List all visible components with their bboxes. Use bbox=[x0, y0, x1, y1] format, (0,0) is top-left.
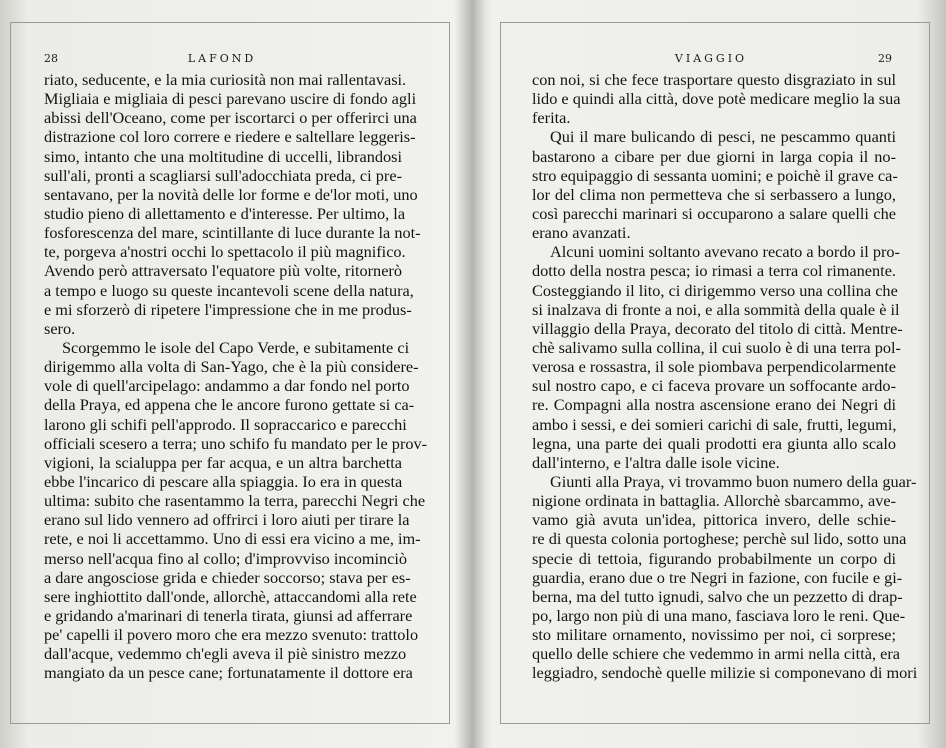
text-line: ebbe l'incarico di pescare alla spiaggia. Io era in questa bbox=[44, 471, 403, 491]
text-line: te, porgeva a'nostri occhi lo spettacolo il più magnifico. bbox=[44, 242, 406, 262]
text-line: riato, seducente, e la mia curiosità non mai rallentavasi. bbox=[44, 70, 407, 89]
text-line: mangiato da un pesce cane; fortunatamente il dottore era bbox=[44, 663, 413, 683]
left-page bbox=[0, 0, 470, 748]
text-line: specie di tettoia, figurando probabilmente un corpo di bbox=[532, 548, 896, 568]
text-line: e mi sforzerò di ripetere l'impressione che in me produs- bbox=[44, 299, 412, 319]
right-page bbox=[478, 0, 946, 748]
text-line: così parecchi marinari si occuparono a salare quelli che bbox=[532, 203, 896, 223]
text-line: ferita. bbox=[532, 108, 571, 128]
text-line: Migliaia e migliaia di pesci parevano uscire di fondo agli bbox=[44, 89, 417, 109]
text-line: sero. bbox=[44, 318, 76, 338]
text-line: Avendo però attraversato l'equatore più volte, ritornerò bbox=[44, 261, 402, 281]
text-line: chè salivamo sulla collina, il cui suolo è di una terra pol- bbox=[532, 337, 901, 357]
text-line: rete, e noi li accettammo. Uno di essi era vicino a me, im- bbox=[44, 529, 421, 549]
text-line: Costeggiando il lito, ci dirigemmo verso una collina che bbox=[532, 280, 898, 300]
text-line: po, largo non più di una mano, fasciava loro le reni. Que- bbox=[532, 605, 906, 625]
text-line: Qui il mare bulicando di pesci, ne pescammo quanti bbox=[550, 127, 896, 147]
text-line: ultima: subito che rasentammo la terra, parecchi Negri che bbox=[44, 491, 426, 511]
text-line: legna, una parte dei quali prodotti era giunta allo scalo bbox=[532, 433, 896, 453]
text-line: lido e quindi alla città, dove potè medicare meglio la sua bbox=[532, 89, 901, 109]
text-line: villaggio della Praya, decorato del titolo di città. Mentre- bbox=[532, 318, 903, 338]
text-line: a dare angosciose grida e chieder soccorso; stava per es- bbox=[44, 567, 411, 587]
text-line: nigione ordinata in battaglia. Allorchè sbarcammo, ave- bbox=[532, 491, 896, 511]
text-line: abissi dell'Oceano, come per iscortarci o per offerirci una bbox=[44, 108, 417, 128]
text-line: merso nell'acqua fino al collo; d'improvviso incominciò bbox=[44, 548, 408, 568]
text-line: leggiadro, sendochè quelle milizie si componevano di mori bbox=[532, 663, 918, 683]
text-line: dirigemmo alla volta di San-Yago, che è la più considere- bbox=[44, 357, 419, 377]
text-line: sto militare ornamento, novissimo per noi, ci sorprese; bbox=[532, 625, 896, 645]
text-line: sere inghiottito dall'onde, allorchè, attaccandomi alla rete bbox=[44, 586, 417, 606]
text-line: Alcuni uomini soltanto avevano recato a bordo il pro- bbox=[550, 242, 900, 262]
right-page-text bbox=[532, 70, 918, 683]
text-line: vigioni, la scialuppa per far acqua, e un altra barchetta bbox=[44, 452, 402, 472]
text-line: verosa e rossastra, il sole piombava perpendicolarmente bbox=[532, 357, 896, 377]
text-line: erano sul lido vennero ad offrirci i loro aiuti per tirare la bbox=[44, 510, 410, 530]
text-line: della Praya, ed appena che le ancore furono gettate si ca- bbox=[44, 395, 415, 415]
text-line: e gridando a'marinari di tenerla tirata, giunsi ad afferrare bbox=[44, 605, 413, 625]
text-line: distrazione col loro correre e riedere e saltellare leggeris- bbox=[44, 127, 416, 147]
text-line: dall'interno, e l'altra dalle isole vicine. bbox=[532, 452, 780, 472]
text-line: quello delle schiere che vedemmo in armi nella città, era bbox=[532, 644, 900, 664]
text-line: re. Compagni alla nostra ascensione erano dei Negri di bbox=[532, 395, 896, 415]
text-line: stro equipaggio di sessanta uomini; e poichè il grave ca- bbox=[532, 165, 898, 185]
text-line: dotto della nostra pesca; io rimasi a terra col rimanente. bbox=[532, 261, 896, 281]
page-number: 29 bbox=[878, 52, 892, 65]
text-line: a tempo e luogo su queste incantevoli scene della natura, bbox=[44, 280, 414, 300]
text-line: simo, intanto che una moltitudine di uccelli, librandosi bbox=[44, 146, 402, 166]
text-line: vamo già avuta un'idea, pittorica invero, delle schie- bbox=[532, 510, 896, 530]
text-line: larono gli schifi pell'approdo. Il sopraccarico e parecchi bbox=[44, 414, 407, 434]
text-line: guardia, erano due o tre Negri in fazione, con fucile e gi- bbox=[532, 567, 903, 587]
text-line: re di questa colonia portoghese; perchè sul lido, sotto una bbox=[532, 529, 907, 549]
text-line: studio pieno di allettamento e d'interesse. Per ultimo, la bbox=[44, 203, 406, 223]
text-line: lor del clima non permetteva che si serbassero a lungo, bbox=[532, 184, 896, 204]
text-line: sull'ali, pronti a scagliarsi sull'adocchiata preda, ci pre- bbox=[44, 165, 402, 185]
text-line: berna, ma del tutto ignudi, salvo che un pezzetto di drap- bbox=[532, 586, 903, 606]
text-line: vole di quell'arcipelago: andammo a dar fondo nel porto bbox=[44, 376, 410, 396]
text-line: fosforescenza del mare, scintillante di luce durante la not- bbox=[44, 223, 421, 243]
text-line: sul nostro capo, e ci faceva provare un soffocante ardo- bbox=[532, 376, 896, 396]
right-page-header bbox=[530, 52, 892, 68]
text-line: bastarono a cibare per due giorni in larga copia il no- bbox=[532, 146, 896, 166]
text-line: ambo i sessi, e dei somieri carichi di sale, frutti, legumi, bbox=[532, 414, 897, 434]
text-line: Giunti alla Praya, vi trovammo buon numero della guar- bbox=[550, 471, 917, 491]
text-line: officiali scesero a terra; uno schifo fu mandato per le prov- bbox=[44, 433, 428, 453]
text-line: si inalzava di fronte a noi, e alla sommità della quale è il bbox=[532, 299, 900, 319]
text-line: erano avanzati. bbox=[532, 223, 631, 243]
running-head: LAFOND bbox=[187, 52, 257, 65]
text-line: sentavano, per la novità delle lor forme e de'lor moti, uno bbox=[44, 184, 418, 204]
left-page-header bbox=[44, 52, 400, 68]
left-page-text bbox=[44, 70, 428, 683]
page-number: 28 bbox=[44, 52, 58, 65]
running-head: VIAGGIO bbox=[674, 52, 748, 65]
text-line: Scorgemmo le isole del Capo Verde, e subitamente ci bbox=[62, 337, 410, 357]
text-line: pe' capelli il povero moro che era mezzo svenuto: trattolo bbox=[44, 625, 419, 645]
text-line: con noi, si che fece trasportare questo disgraziato in sul bbox=[532, 70, 896, 89]
text-line: dall'acque, vedemmo ch'egli aveva il piè sinistro mezzo bbox=[44, 644, 407, 664]
